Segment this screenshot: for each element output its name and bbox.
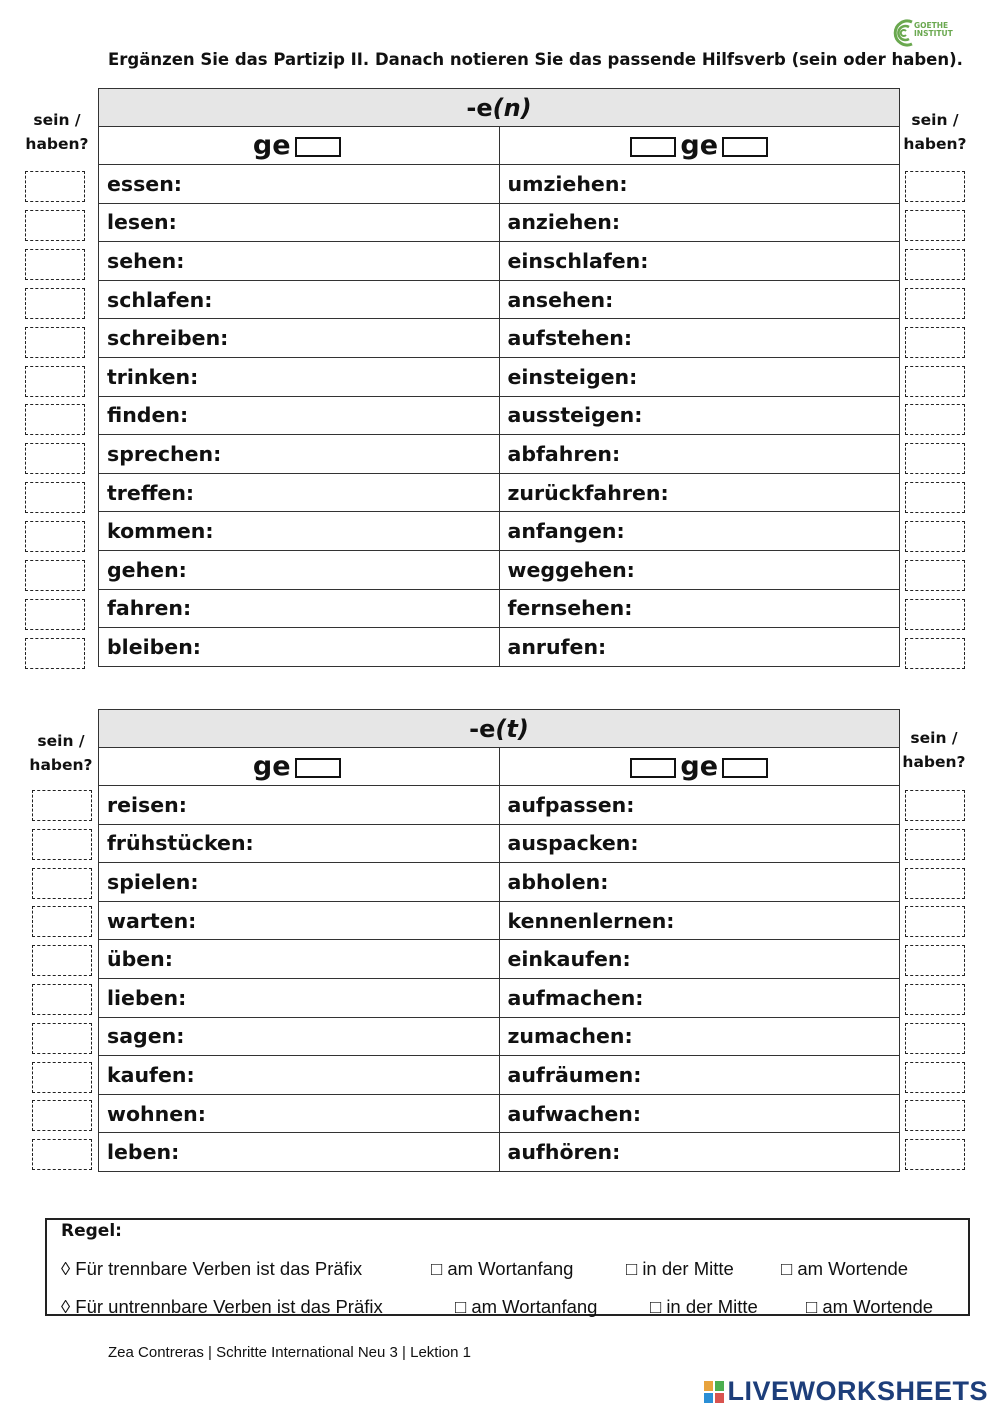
auxiliary-answer-box-left[interactable]	[25, 171, 85, 202]
side-label-left-1: sein / haben?	[25, 111, 89, 153]
verb-table-et	[98, 709, 900, 1172]
column-header-ge-prefix: ge	[99, 127, 500, 165]
auxiliary-answer-box-left[interactable]	[32, 906, 92, 937]
blank-box	[722, 758, 768, 778]
verb-cell-right[interactable]: aufmachen:	[499, 978, 900, 1017]
auxiliary-answer-box-right[interactable]	[905, 560, 965, 591]
auxiliary-answer-box-left[interactable]	[25, 249, 85, 280]
verb-cell-left[interactable]: reisen:	[99, 786, 500, 825]
table-row	[99, 824, 900, 863]
verb-cell-right[interactable]: zurückfahren:	[499, 473, 900, 512]
verb-cell-right[interactable]: aufhören:	[499, 1133, 900, 1172]
table-row	[99, 319, 900, 358]
table-row	[99, 435, 900, 474]
auxiliary-answer-box-right[interactable]	[905, 1139, 965, 1170]
auxiliary-answer-box-left[interactable]	[25, 327, 85, 358]
option-start-inseparable[interactable]: □ am Wortanfang	[455, 1296, 598, 1317]
table-row	[99, 203, 900, 242]
blank-box	[630, 137, 676, 157]
table-row	[99, 512, 900, 551]
verb-cell-right[interactable]: einkaufen:	[499, 940, 900, 979]
auxiliary-answer-box-left[interactable]	[25, 404, 85, 435]
auxiliary-answer-box-right[interactable]	[905, 366, 965, 397]
table-row	[99, 550, 900, 589]
verb-cell-right[interactable]: abfahren:	[499, 435, 900, 474]
auxiliary-answer-box-left[interactable]	[25, 288, 85, 319]
option-middle-inseparable[interactable]: □ in der Mitte	[650, 1296, 758, 1317]
auxiliary-answer-box-left[interactable]	[25, 560, 85, 591]
table-row	[99, 628, 900, 667]
table-row	[99, 165, 900, 204]
option-start-separable[interactable]: □ am Wortanfang	[431, 1258, 574, 1279]
verb-cell-right[interactable]: zumachen:	[499, 1017, 900, 1056]
blank-box	[630, 758, 676, 778]
column-header-prefix-ge: ge	[499, 127, 900, 165]
auxiliary-answer-box-right[interactable]	[905, 638, 965, 669]
table-row	[99, 863, 900, 902]
auxiliary-answer-box-right[interactable]	[905, 443, 965, 474]
goethe-logo-text: GOETHE INSTITUT	[914, 21, 953, 38]
verb-cell-right[interactable]: einschlafen:	[499, 242, 900, 281]
table-row	[99, 280, 900, 319]
footer-credit: Zea Contreras | Schritte International Neu 3 | Lektion 1	[108, 1344, 471, 1361]
verb-cell-right[interactable]: aufpassen:	[499, 786, 900, 825]
auxiliary-answer-box-right[interactable]	[905, 404, 965, 435]
auxiliary-answer-box-right[interactable]	[905, 945, 965, 976]
table-row	[99, 978, 900, 1017]
auxiliary-answer-box-left[interactable]	[25, 599, 85, 630]
verb-cell-left[interactable]: leben:	[99, 1133, 500, 1172]
auxiliary-answer-box-left[interactable]	[32, 1023, 92, 1054]
table-row	[99, 786, 900, 825]
table-row	[99, 473, 900, 512]
auxiliary-answer-box-right[interactable]	[905, 868, 965, 899]
auxiliary-answer-box-right[interactable]	[905, 327, 965, 358]
rule-line-inseparable: ◊ Für untrennbare Verben ist das Präfix	[61, 1296, 383, 1317]
auxiliary-answer-box-right[interactable]	[905, 521, 965, 552]
auxiliary-answer-box-right[interactable]	[905, 1023, 965, 1054]
verb-cell-left[interactable]: sagen:	[99, 1017, 500, 1056]
auxiliary-answer-box-right[interactable]	[905, 288, 965, 319]
verb-cell-left[interactable]: sprechen:	[99, 435, 500, 474]
table-row	[99, 589, 900, 628]
verb-cell-left[interactable]: spielen:	[99, 863, 500, 902]
blank-box	[295, 758, 341, 778]
auxiliary-answer-box-left[interactable]	[32, 1062, 92, 1093]
verb-table-en	[98, 88, 900, 667]
side-label-right-2: sein / haben?	[902, 729, 966, 771]
column-header-prefix-ge: ge	[499, 748, 900, 786]
liveworksheets-brand: LIVEWORKSHEETS	[704, 1376, 988, 1407]
goethe-swirl-icon	[892, 16, 916, 50]
verb-cell-right[interactable]: abholen:	[499, 863, 900, 902]
auxiliary-answer-box-left[interactable]	[32, 1139, 92, 1170]
auxiliary-answer-box-left[interactable]	[25, 482, 85, 513]
table-row	[99, 242, 900, 281]
verb-cell-right[interactable]: einsteigen:	[499, 357, 900, 396]
verb-cell-right[interactable]: ansehen:	[499, 280, 900, 319]
verb-cell-left[interactable]: schlafen:	[99, 280, 500, 319]
auxiliary-answer-box-left[interactable]	[32, 984, 92, 1015]
column-header-ge-prefix: ge	[99, 748, 500, 786]
instruction-text: Ergänzen Sie das Partizip II. Danach notieren Sie das passende Hilfsverb (sein oder haben).	[108, 50, 963, 69]
verb-cell-left[interactable]: frühstücken:	[99, 824, 500, 863]
verb-cell-right[interactable]: aussteigen:	[499, 396, 900, 435]
auxiliary-answer-box-right[interactable]	[905, 1062, 965, 1093]
verb-cell-right[interactable]: fernsehen:	[499, 589, 900, 628]
auxiliary-answer-box-left[interactable]	[32, 790, 92, 821]
verb-cell-left[interactable]: treffen:	[99, 473, 500, 512]
verb-cell-left[interactable]: sehen:	[99, 242, 500, 281]
verb-cell-right[interactable]: umziehen:	[499, 165, 900, 204]
verb-cell-right[interactable]: anfangen:	[499, 512, 900, 551]
rule-line-separable: ◊ Für trennbare Verben ist das Präfix	[61, 1258, 363, 1279]
verb-cell-left[interactable]: lesen:	[99, 203, 500, 242]
verb-cell-right[interactable]: anziehen:	[499, 203, 900, 242]
auxiliary-answer-box-right[interactable]	[905, 984, 965, 1015]
auxiliary-answer-box-left[interactable]	[32, 868, 92, 899]
verb-cell-left[interactable]: bleiben:	[99, 628, 500, 667]
verb-cell-right[interactable]: aufräumen:	[499, 1056, 900, 1095]
blank-box	[295, 137, 341, 157]
side-label-right-1: sein / haben?	[903, 111, 967, 153]
verb-cell-right[interactable]: aufstehen:	[499, 319, 900, 358]
table-title-en: -e(n)	[99, 89, 900, 127]
table-title-et: -e(t)	[99, 710, 900, 748]
verb-cell-left[interactable]: finden:	[99, 396, 500, 435]
table-row	[99, 396, 900, 435]
auxiliary-answer-box-right[interactable]	[905, 171, 965, 202]
verb-cell-right[interactable]: anrufen:	[499, 628, 900, 667]
table-row	[99, 1094, 900, 1133]
verb-cell-left[interactable]: fahren:	[99, 589, 500, 628]
verb-cell-left[interactable]: kommen:	[99, 512, 500, 551]
auxiliary-answer-box-left[interactable]	[25, 521, 85, 552]
auxiliary-answer-box-right[interactable]	[905, 249, 965, 280]
verb-cell-right[interactable]: kennenlernen:	[499, 901, 900, 940]
auxiliary-answer-box-left[interactable]	[25, 210, 85, 241]
side-label-left-2: sein / haben?	[29, 732, 93, 774]
auxiliary-answer-box-right[interactable]	[905, 482, 965, 513]
verb-cell-right[interactable]: auspacken:	[499, 824, 900, 863]
auxiliary-answer-box-left[interactable]	[32, 829, 92, 860]
auxiliary-answer-box-right[interactable]	[905, 790, 965, 821]
auxiliary-answer-box-right[interactable]	[905, 906, 965, 937]
auxiliary-answer-box-left[interactable]	[32, 1100, 92, 1131]
auxiliary-answer-box-right[interactable]	[905, 210, 965, 241]
verb-cell-right[interactable]: aufwachen:	[499, 1094, 900, 1133]
table-row	[99, 1017, 900, 1056]
liveworksheets-logo-icon	[704, 1381, 724, 1403]
verb-cell-left[interactable]: schreiben:	[99, 319, 500, 358]
option-end-separable[interactable]: □ am Wortende	[781, 1258, 909, 1279]
verb-cell-left[interactable]: kaufen:	[99, 1056, 500, 1095]
option-end-inseparable[interactable]: □ am Wortende	[806, 1296, 934, 1317]
verb-cell-left[interactable]: lieben:	[99, 978, 500, 1017]
verb-cell-left[interactable]: warten:	[99, 901, 500, 940]
option-middle-separable[interactable]: □ in der Mitte	[626, 1258, 734, 1279]
table-row	[99, 1056, 900, 1095]
rule-title: Regel:	[61, 1221, 122, 1241]
table-row	[99, 940, 900, 979]
verb-cell-left[interactable]: wohnen:	[99, 1094, 500, 1133]
table-row	[99, 357, 900, 396]
auxiliary-answer-box-right[interactable]	[905, 829, 965, 860]
auxiliary-answer-box-left[interactable]	[25, 443, 85, 474]
rule-box	[45, 1218, 970, 1316]
auxiliary-answer-box-left[interactable]	[25, 366, 85, 397]
verb-cell-left[interactable]: essen:	[99, 165, 500, 204]
verb-cell-right[interactable]: weggehen:	[499, 550, 900, 589]
verb-cell-left[interactable]: trinken:	[99, 357, 500, 396]
auxiliary-answer-box-left[interactable]	[32, 945, 92, 976]
table-row	[99, 1133, 900, 1172]
auxiliary-answer-box-left[interactable]	[25, 638, 85, 669]
auxiliary-answer-box-right[interactable]	[905, 1100, 965, 1131]
verb-cell-left[interactable]: üben:	[99, 940, 500, 979]
table-row	[99, 901, 900, 940]
auxiliary-answer-box-right[interactable]	[905, 599, 965, 630]
verb-cell-left[interactable]: gehen:	[99, 550, 500, 589]
blank-box	[722, 137, 768, 157]
